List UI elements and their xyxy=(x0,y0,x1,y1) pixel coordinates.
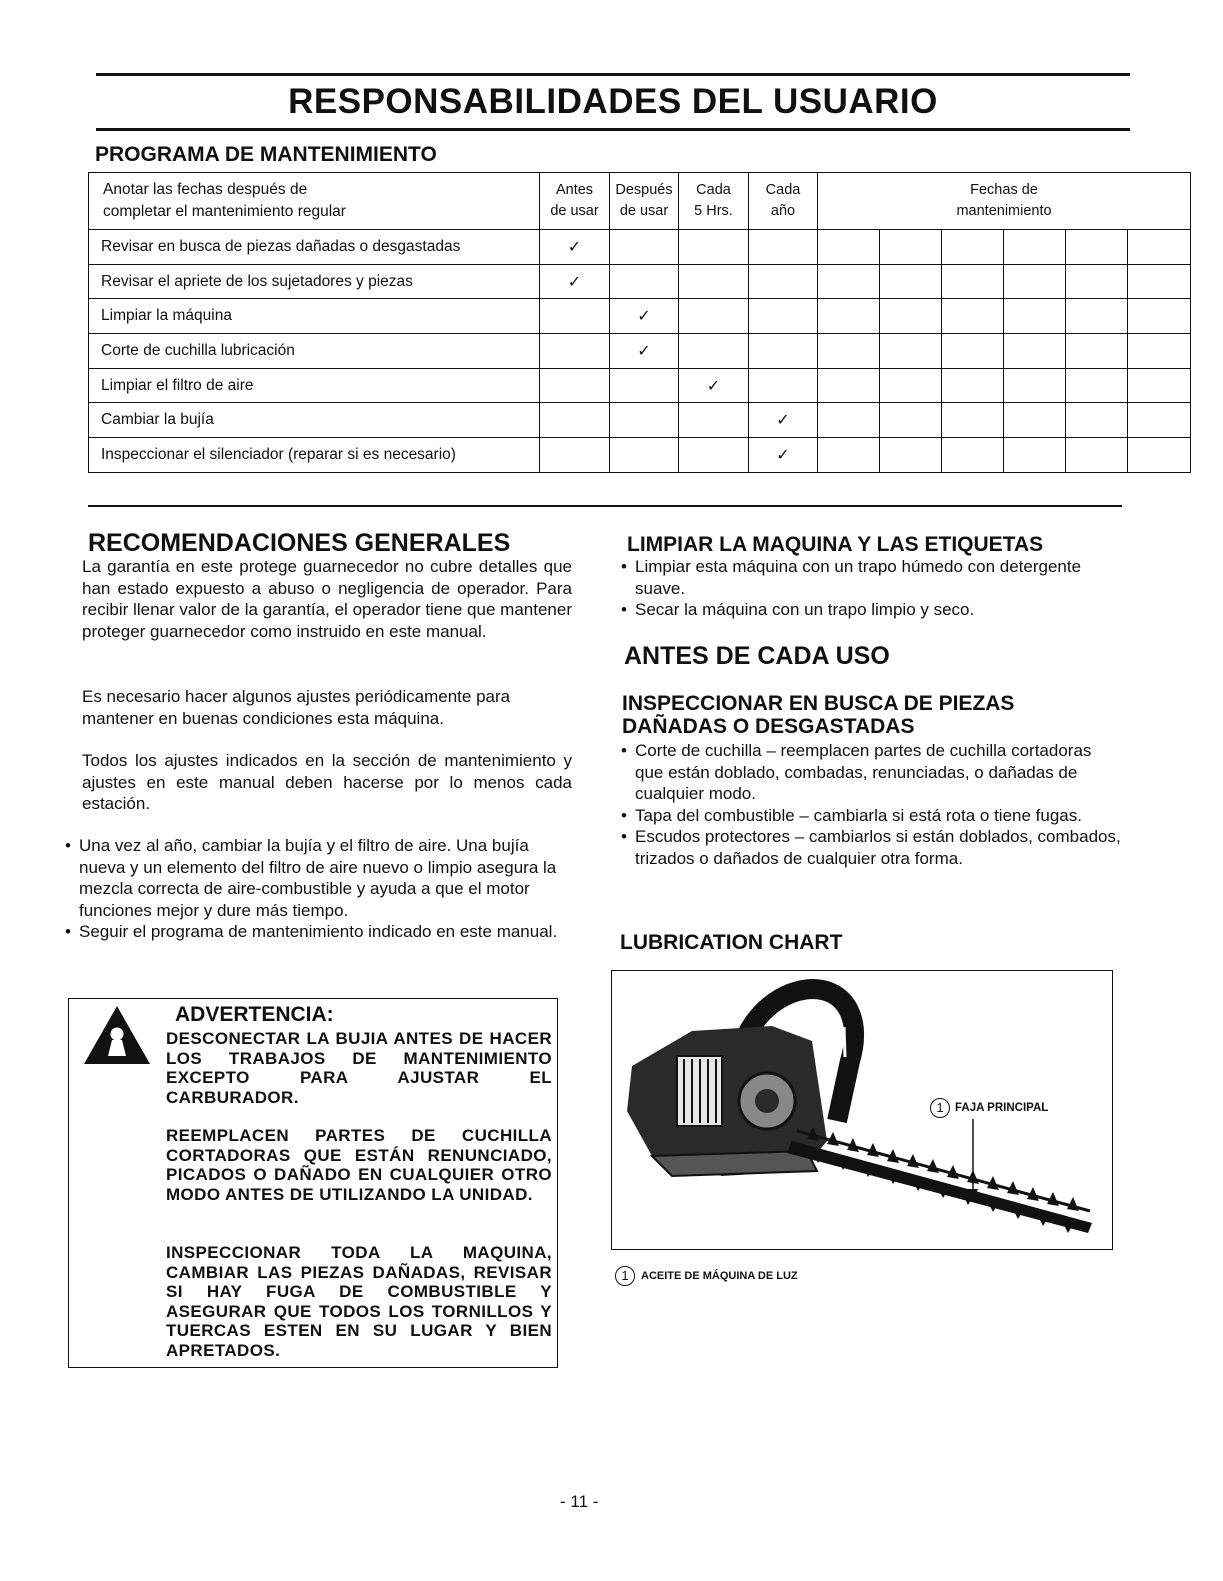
check-cell-before xyxy=(540,438,610,473)
inspect-bullets xyxy=(618,740,1123,869)
date-cell xyxy=(1128,403,1191,438)
check-cell-after xyxy=(610,334,679,369)
check-cell-5hrs xyxy=(679,230,749,265)
check-cell-5hrs xyxy=(679,334,749,369)
header-dates-line1: Fechas de xyxy=(970,181,1038,198)
date-cell xyxy=(1066,230,1128,265)
date-cell xyxy=(942,334,1004,369)
date-cell xyxy=(880,299,942,334)
maintenance-schedule-title: PROGRAMA DE MANTENIMIENTO xyxy=(95,143,437,166)
check-cell-5hrs xyxy=(679,438,749,473)
callout-label: FAJA PRINCIPAL xyxy=(955,1102,1049,1114)
check-cell-after xyxy=(610,230,679,265)
date-cell xyxy=(1004,368,1066,403)
check-cell-year xyxy=(749,438,818,473)
date-cell xyxy=(1004,438,1066,473)
date-cell xyxy=(1004,230,1066,265)
warning-paragraph-2: REEMPLACEN PARTES DE CUCHILLA CORTADORAS QUE ESTÁN RENUNCIADO, PICADOS O DAÑADO EN CUALQUIER OTRO MODO ANTES DE UTILIZANDO LA UNIDAD. xyxy=(166,1126,552,1204)
header-5hrs-line1: Cada xyxy=(696,181,731,198)
lubrication-title: LUBRICATION CHART xyxy=(620,931,843,954)
check-cell-before xyxy=(540,299,610,334)
date-cell xyxy=(1128,264,1191,299)
task-cell: Corte de cuchilla lubricación xyxy=(89,334,540,369)
list-item: • Seguir el programa de mantenimiento indicado en este manual. xyxy=(62,921,570,943)
section-divider xyxy=(88,505,1122,507)
table-row xyxy=(89,299,1191,334)
warning-paragraph-1: DESCONECTAR LA BUJIA ANTES DE HACER LOS TRABAJOS DE MANTENIMIENTO EXCEPTO PARA AJUSTAR EL CARBURADOR. xyxy=(166,1029,552,1107)
recommendations-paragraph-2: Es necesario hacer algunos ajustes periódicamente para mantener en buenas condiciones esta máquina. xyxy=(82,687,511,728)
table-row xyxy=(89,403,1191,438)
check-cell-before xyxy=(540,264,610,299)
page-number: - 11 - xyxy=(560,1492,599,1511)
check-cell-year xyxy=(749,299,818,334)
header-task xyxy=(89,173,540,230)
check-cell-5hrs xyxy=(679,264,749,299)
caption-number: 1 xyxy=(615,1266,635,1286)
checkmark-icon: ✓ xyxy=(637,308,651,326)
date-cell xyxy=(1128,368,1191,403)
checkmark-icon: ✓ xyxy=(776,446,790,464)
check-cell-after xyxy=(610,403,679,438)
task-cell: Limpiar el filtro de aire xyxy=(89,368,540,403)
check-cell-year xyxy=(749,230,818,265)
date-cell xyxy=(880,264,942,299)
header-year-line2: año xyxy=(770,203,796,219)
date-cell xyxy=(880,403,942,438)
caption-text: ACEITE DE MÁQUINA DE LUZ xyxy=(641,1270,798,1282)
date-cell xyxy=(1066,368,1128,403)
date-cell xyxy=(942,230,1004,265)
date-cell xyxy=(818,264,880,299)
lubrication-caption xyxy=(615,1266,798,1286)
recommendations-title: RECOMENDACIONES GENERALES xyxy=(88,529,511,557)
date-cell xyxy=(1004,403,1066,438)
check-cell-year xyxy=(749,368,818,403)
task-cell: Limpiar la máquina xyxy=(89,299,540,334)
check-cell-5hrs xyxy=(679,403,749,438)
checkmark-icon: ✓ xyxy=(706,377,721,395)
maintenance-table xyxy=(88,172,1191,473)
check-cell-year xyxy=(749,264,818,299)
top-rule xyxy=(96,73,1130,76)
header-after-line1: Después xyxy=(615,181,673,198)
date-cell xyxy=(818,230,880,265)
table-row xyxy=(89,334,1191,369)
date-cell xyxy=(818,368,880,403)
check-cell-year xyxy=(749,334,818,369)
check-cell-before xyxy=(540,403,610,438)
date-cell xyxy=(880,230,942,265)
task-cell: Cambiar la bujía xyxy=(89,403,540,438)
list-item: • Secar la máquina con un trapo limpio y seco. xyxy=(618,599,1123,621)
header-year-line1: Cada xyxy=(765,181,801,198)
header-before-use xyxy=(540,173,610,230)
check-cell-before xyxy=(540,334,610,369)
warning-title: ADVERTENCIA: xyxy=(175,1003,334,1026)
date-cell xyxy=(1128,230,1191,265)
lubrication-callout xyxy=(930,1098,1048,1118)
header-task-line1: Anotar las fechas después de xyxy=(103,181,308,199)
header-task-line2: completar el mantenimiento regular xyxy=(103,203,346,220)
callout-number: 1 xyxy=(930,1098,950,1118)
date-cell xyxy=(942,299,1004,334)
maintenance-table-body xyxy=(89,230,1191,473)
table-row xyxy=(89,264,1191,299)
header-every-year xyxy=(749,173,818,230)
header-before-line2: de usar xyxy=(550,203,599,219)
date-cell xyxy=(880,438,942,473)
check-cell-after xyxy=(610,368,679,403)
check-cell-5hrs xyxy=(679,299,749,334)
check-cell-before xyxy=(540,230,610,265)
list-item: • Una vez al año, cambiar la bujía y el filtro de aire. Una bujía nueva y un elemento del filtro de aire nuevo o limpio asegura la mezcla correcta de aire-combustible y ayuda a que el motor funciones mejor y dure más tiempo. xyxy=(62,835,570,921)
before-use-title: ANTES DE CADA USO xyxy=(624,642,890,670)
date-cell xyxy=(1004,264,1066,299)
title-underline xyxy=(96,128,1130,131)
task-cell: Revisar en busca de piezas dañadas o desgastadas xyxy=(89,230,540,265)
date-cell xyxy=(818,334,880,369)
page-title: RESPONSABILIDADES DEL USUARIO xyxy=(288,82,938,121)
task-cell: Inspeccionar el silenciador (reparar si es necesario) xyxy=(89,438,540,473)
header-before-line1: Antes xyxy=(555,181,594,198)
date-cell xyxy=(1128,334,1191,369)
header-after-line2: de usar xyxy=(619,203,669,219)
check-cell-before xyxy=(540,368,610,403)
date-cell xyxy=(880,368,942,403)
checkmark-icon: ✓ xyxy=(567,238,582,256)
check-cell-5hrs xyxy=(679,368,749,403)
recommendations-paragraph-1: La garantía en este protege guarnecedor no cubre detalles que han estado expuesto a abuso o negligencia de operador. Para recibir llenar valor de la garantía, el operador tiene que mantener proteger guarnecedor como instruido en este manual. xyxy=(82,557,572,641)
header-every-5hrs xyxy=(679,173,749,230)
date-cell xyxy=(942,438,1004,473)
date-cell xyxy=(1004,334,1066,369)
cleaning-bullets xyxy=(618,556,1123,621)
date-cell xyxy=(942,264,1004,299)
inspect-subtitle: INSPECCIONAR EN BUSCA DE PIEZAS DAÑADAS O DESGASTADAS xyxy=(622,692,1015,738)
date-cell xyxy=(1066,334,1128,369)
header-maintenance-dates xyxy=(818,173,1191,230)
list-item: • Corte de cuchilla – reemplacen partes de cuchilla cortadoras que están doblado, combadas, renunciadas, o dañadas de cualquier modo. xyxy=(618,740,1123,805)
list-item: • Limpiar esta máquina con un trapo húmedo con detergente suave. xyxy=(618,556,1123,599)
table-row xyxy=(89,438,1191,473)
warning-triangle-icon xyxy=(82,1004,152,1066)
recommendations-paragraph-3: Todos los ajustes indicados en la sección de mantenimiento y ajustes en este manual deben hacerse por lo menos cada estación. xyxy=(82,751,572,813)
checkmark-icon: ✓ xyxy=(776,412,790,430)
header-after-use xyxy=(610,173,679,230)
checkmark-icon: ✓ xyxy=(637,342,651,360)
task-cell: Revisar el apriete de los sujetadores y piezas xyxy=(89,264,540,299)
date-cell xyxy=(1066,299,1128,334)
date-cell xyxy=(880,334,942,369)
date-cell xyxy=(818,403,880,438)
date-cell xyxy=(1066,403,1128,438)
date-cell xyxy=(942,368,1004,403)
check-cell-after xyxy=(610,299,679,334)
header-5hrs-line2: 5 Hrs. xyxy=(694,203,733,219)
cleaning-title: LIMPIAR LA MAQUINA Y LAS ETIQUETAS xyxy=(627,533,1044,556)
table-row xyxy=(89,368,1191,403)
date-cell xyxy=(818,299,880,334)
date-cell xyxy=(1066,264,1128,299)
date-cell xyxy=(1128,438,1191,473)
date-cell xyxy=(818,438,880,473)
warning-paragraph-3: INSPECCIONAR TODA LA MAQUINA, CAMBIAR LAS PIEZAS DAÑADAS, REVISAR SI HAY FUGA DE COMBUSTIBLE Y ASEGURAR QUE TODOS LOS TORNILLOS Y TUERCAS ESTEN EN SU LUGAR Y BIEN APRETADOS. xyxy=(166,1243,552,1360)
checkmark-icon: ✓ xyxy=(567,273,582,291)
date-cell xyxy=(1066,438,1128,473)
date-cell xyxy=(942,403,1004,438)
list-item: • Tapa del combustible – cambiarla si está rota o tiene fugas. xyxy=(618,805,1123,827)
check-cell-after xyxy=(610,438,679,473)
date-cell xyxy=(1128,299,1191,334)
check-cell-year xyxy=(749,403,818,438)
list-item: • Escudos protectores – cambiarlos si están doblados, combados, trizados o dañados de cualquier otra forma. xyxy=(618,826,1123,869)
table-row xyxy=(89,230,1191,265)
header-dates-line2: mantenimiento xyxy=(956,203,1052,219)
recommendations-bullets xyxy=(62,835,570,943)
date-cell xyxy=(1004,299,1066,334)
check-cell-after xyxy=(610,264,679,299)
table-header-row xyxy=(89,173,1191,230)
